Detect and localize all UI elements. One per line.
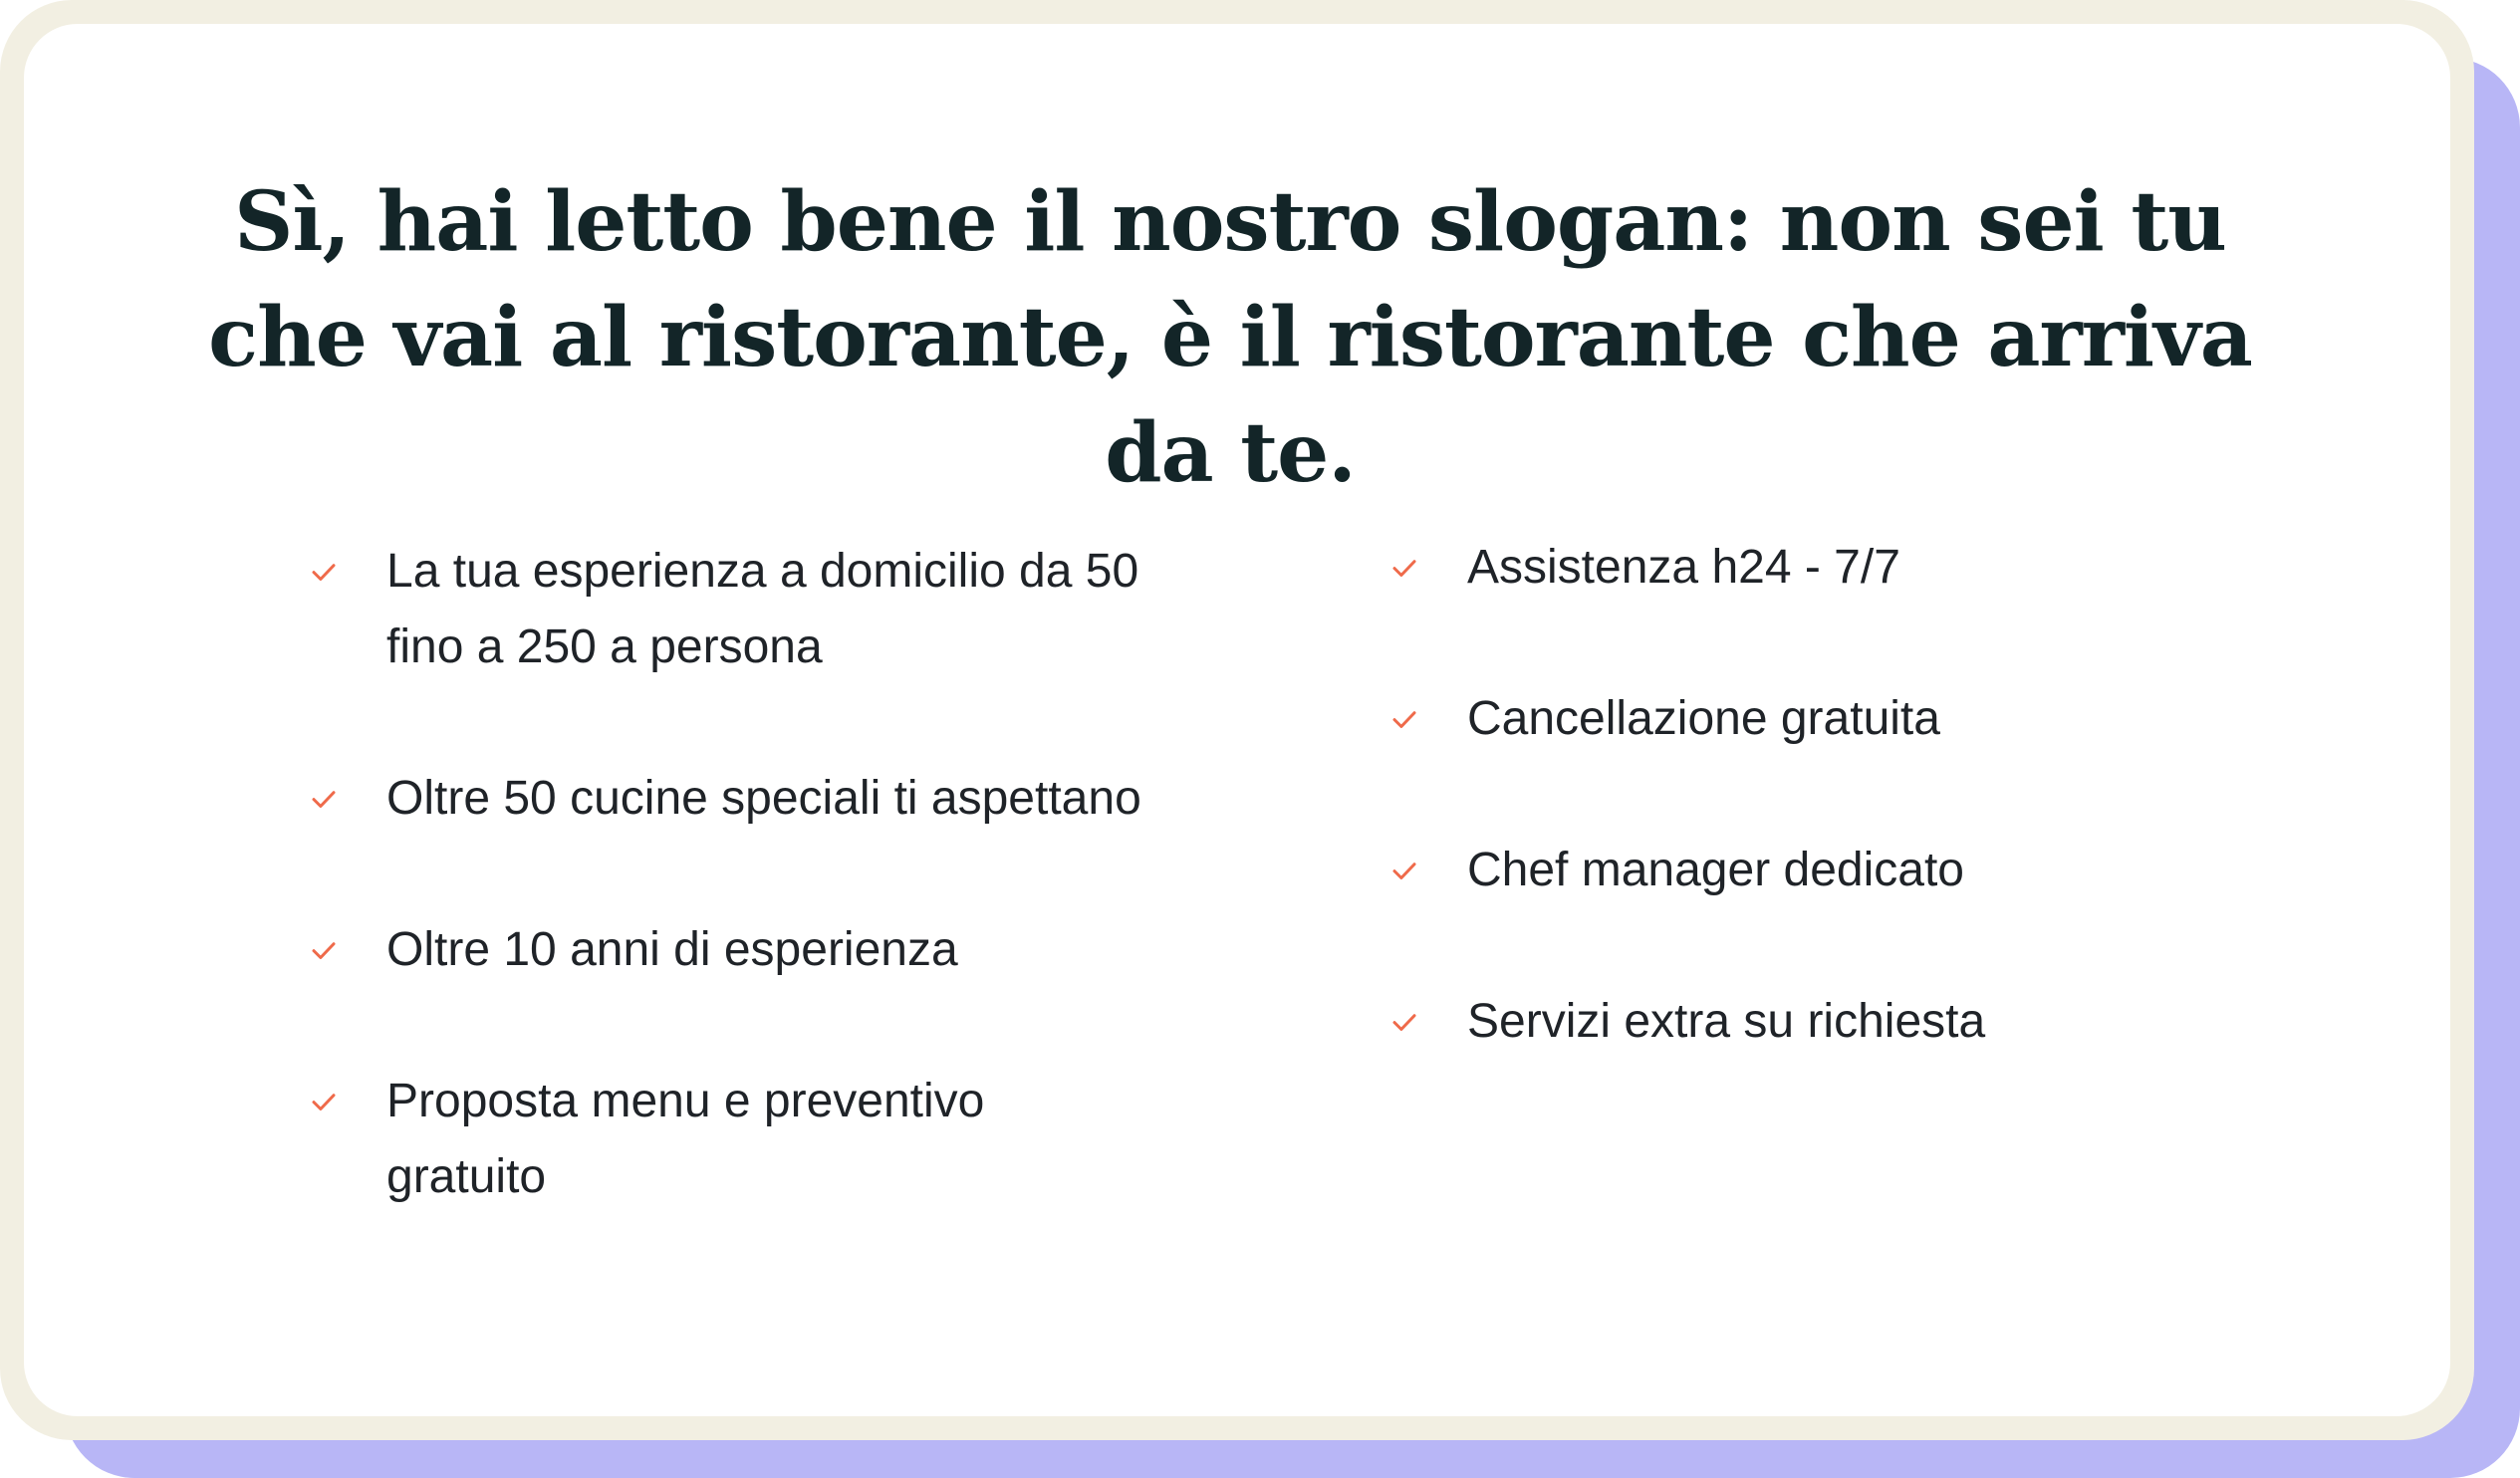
feature-list-item bbox=[1389, 530, 2261, 606]
feature-text: Servizi extra su richiesta bbox=[1467, 995, 1986, 1048]
feature-list-item bbox=[1389, 984, 2261, 1060]
features-right-column bbox=[1389, 530, 2261, 1060]
feature-list-item bbox=[1389, 681, 2261, 757]
feature-text: La tua esperienza a domicilio da 50 fino a 250 a persona bbox=[386, 545, 1139, 673]
feature-text: Oltre 10 anni di esperienza bbox=[386, 923, 958, 976]
check-icon bbox=[309, 534, 386, 610]
feature-text: Proposta menu e preventivo gratuito bbox=[386, 1075, 985, 1203]
check-icon bbox=[1389, 984, 1467, 1060]
feature-text: Assistenza h24 - 7/7 bbox=[1467, 541, 1900, 594]
feature-text: Chef manager dedicato bbox=[1467, 844, 1964, 896]
feature-text: Oltre 50 cucine speciali ti aspettano bbox=[386, 772, 1141, 825]
check-icon bbox=[1389, 530, 1467, 606]
slogan-heading: Sì, hai letto bene il nostro slogan: non sei tu che vai al ristorante, è il ristorante che arriva da te. bbox=[208, 174, 2252, 501]
feature-text: Cancellazione gratuita bbox=[1467, 692, 1940, 745]
features-left-column bbox=[309, 534, 1285, 1215]
check-icon bbox=[1389, 833, 1467, 908]
check-icon bbox=[309, 912, 386, 988]
check-icon bbox=[1389, 681, 1467, 757]
features-section bbox=[309, 534, 2261, 1231]
feature-list-item bbox=[1389, 833, 2261, 908]
check-icon bbox=[309, 1064, 386, 1139]
feature-list-item bbox=[309, 1064, 1285, 1215]
feature-list-item bbox=[309, 534, 1285, 685]
feature-list-item bbox=[309, 761, 1285, 837]
feature-list-item bbox=[309, 912, 1285, 988]
check-icon bbox=[309, 761, 386, 837]
